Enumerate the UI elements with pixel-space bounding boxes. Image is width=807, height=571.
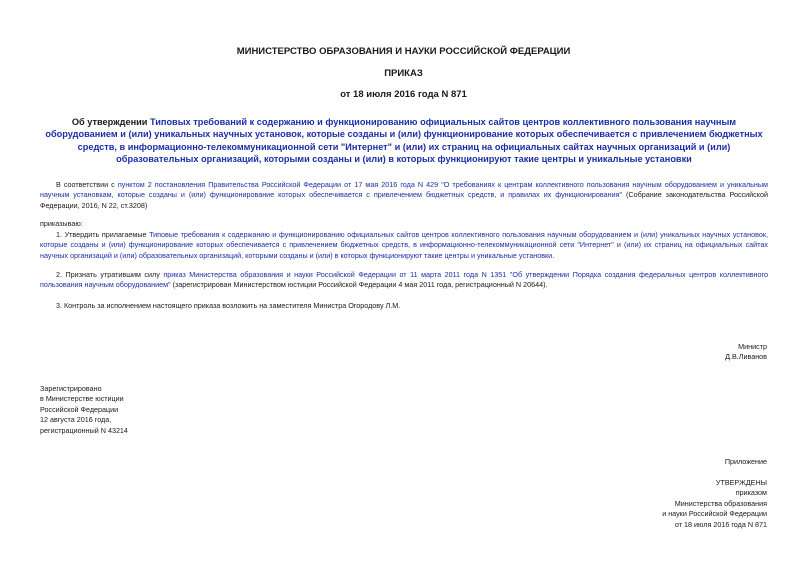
item-2-suffix: (зарегистрирован Министерством юстиции Российской Федерации 4 мая 2011 года, регистрационный N 20644).: [170, 280, 548, 290]
registration-line-2: в Министерстве юстиции: [40, 394, 124, 404]
title-prefix: Об утверждении: [71, 117, 150, 127]
item-1-suffix: .: [552, 250, 555, 260]
signature-block: [725, 342, 767, 363]
approval-heading: УТВЕРЖДЕНЫ: [715, 478, 767, 487]
approval-line-4: от 18 июля 2016 года N 871: [674, 519, 767, 529]
registration-block: [40, 384, 128, 436]
preamble-prefix: В соответствии с: [56, 180, 118, 189]
orders-word: приказываю:: [40, 219, 83, 228]
item-2-link[interactable]: приказ Министерства образования и науки Российской Федерации от 11 марта 2011 года N 1351 "Об утверждении Порядка создания федеральных центров коллективного пользования научным оборудованием": [40, 270, 768, 290]
signature-position: Министр: [738, 342, 767, 351]
document-title: [40, 116, 768, 165]
approval-line-1: приказом: [735, 488, 767, 498]
title-link[interactable]: Типовых требований к содержанию и функционированию официальных сайтов центров коллективного пользования научным оборудованием и (или) уникальных научных установок, которые созданы и (или) функционирование которых обеспечивается с привлечением бюджетных средств, в информационно-телекоммуникационной сети "Интернет" и (или) их страниц на официальных сайтах научных организаций и (или) образовательных организаций, которыми созданы и (или) в которых функционируют такие центры и уникальные установки: [45, 117, 763, 164]
appendix-label: Приложение: [724, 457, 767, 466]
registration-line-1: Зарегистрировано: [40, 384, 102, 393]
preamble-suffix: (Собрание законодательства Российской Федерации, 2016, N 22, ст.3208): [40, 190, 768, 210]
approval-line-3: и науки Российской Федерации: [662, 509, 767, 519]
doc-type-heading: ПРИКАЗ: [384, 68, 423, 79]
registration-line-3: Российской Федерации: [40, 404, 119, 414]
item-1-link[interactable]: Типовые требования к содержанию и функционированию официальных сайтов центров коллективного пользования научным оборудованием и (или) уникальных научных установок, которые созданы и (или) функционирование которых обеспечивается с привлечением бюджетных средств, в информационно-телекоммуникационной сети "Интернет" и (или) их страниц на официальных сайтах научных организаций и (или) образовательных организаций, которыми созданы и (или) в которых функционируют такие центры и уникальные установки: [40, 230, 768, 260]
registration-line-5: регистрационный N 43214: [40, 425, 128, 435]
approval-block: [662, 478, 767, 530]
item-2-paragraph: [40, 270, 768, 291]
ministry-heading: МИНИСТЕРСТВО ОБРАЗОВАНИЯ И НАУКИ РОССИЙСКОЙ ФЕДЕРАЦИИ: [236, 46, 571, 57]
approval-line-2: Министерства образования: [674, 498, 767, 508]
item-1-prefix: 1. Утвердить прилагаемые: [56, 230, 150, 239]
item-1-paragraph: [40, 230, 768, 261]
item-2-prefix: 2. Признать утратившим силу: [56, 270, 164, 279]
preamble-link[interactable]: пунктом 2 постановления Правительства Российской Федерации от 17 мая 2016 года N 429 "О требованиях к центрам коллективного пользования научным оборудованием и уникальным научным установкам, которые созданы и (или) функционирование которых обеспечивается с привлечением бюджетных средств, и правилах их функционирования": [40, 180, 769, 200]
signature-name: Д.В.Ливанов: [725, 352, 767, 362]
doc-date-number: от 18 июля 2016 года N 871: [340, 89, 467, 100]
preamble-paragraph: [40, 180, 768, 211]
item-3-paragraph: 3. Контроль за исполнением настоящего приказа возложить на заместителя Министра Огородову Л.М.: [56, 301, 401, 310]
registration-line-4: 12 августа 2016 года,: [40, 415, 112, 425]
